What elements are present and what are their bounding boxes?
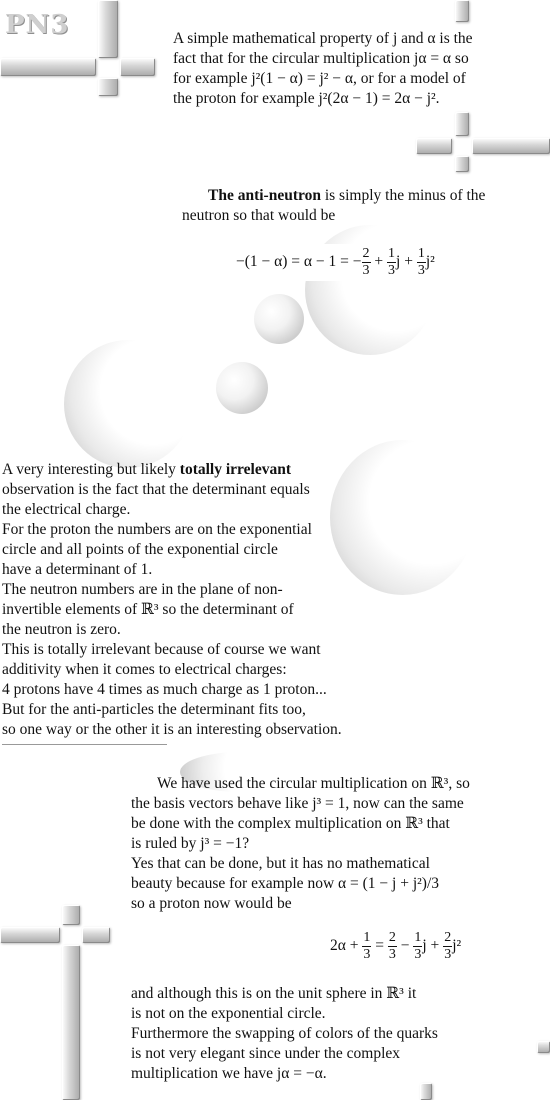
fraction: $\frac{1}{3}$ (414, 930, 422, 962)
fraction: $\frac{2}{3}$ (388, 930, 396, 962)
det-line: For the proton the numbers are on the exponential (2, 521, 312, 538)
complex-after-line: is not very elegant since under the complex (131, 1045, 401, 1062)
det-line: additivity when it comes to electrical charges: (2, 661, 287, 678)
eq-lhs: −(1 − α) = α − 1 = − (236, 253, 362, 271)
complex-line: beauty because for example now α = (1 − j + j²)/3 (131, 875, 439, 892)
eq-lhs: 2α + (330, 937, 363, 955)
intro-line: A simple mathematical property of j and α is the (173, 30, 473, 47)
complex-after-line: is not on the exponential circle. (131, 1005, 326, 1022)
antineutron-line2: neutron so that would be (182, 207, 336, 224)
determinant-paragraph (2, 460, 342, 740)
det-line1-pre: A very interesting but likely (2, 461, 180, 478)
antineutron-text: is simply the minus of the (320, 187, 486, 204)
complex-after-paragraph (131, 984, 438, 1084)
intro-line: fact that for the circular multiplication jα = α so (173, 50, 469, 67)
det-line: invertible elements of ℝ³ so the determinant of (2, 601, 294, 618)
antineutron-heading: The anti-neutron (208, 187, 321, 204)
intro-paragraph (173, 29, 473, 109)
det-line: the electrical charge. (2, 501, 131, 518)
proton-equation (330, 930, 461, 963)
complex-line: be done with the complex multiplication on ℝ³ that (131, 815, 450, 832)
eq-part: j + (396, 253, 417, 271)
det-line: But for the anti-particles the determinant fits too, (2, 701, 306, 718)
complex-paragraph (131, 774, 470, 914)
antineutron-equation (232, 244, 439, 281)
eq-part: j + (422, 937, 444, 955)
eq-part: j² (425, 253, 435, 271)
eq-part: = (371, 937, 388, 955)
eq-part: − (396, 937, 414, 955)
complex-after-line: Furthermore the swapping of colors of the quarks (131, 1025, 438, 1042)
complex-line: Yes that can be done, but it has no mathematical (131, 855, 430, 872)
eq-part: + (370, 253, 388, 271)
fraction: $\frac{2}{3}$ (444, 930, 452, 962)
complex-line: so a proton now would be (131, 895, 292, 912)
antineutron-paragraph (182, 186, 485, 226)
det-line: so one way or the other it is an interesting observation. (2, 721, 342, 738)
det-line: 4 protons have 4 times as much charge as 1 proton... (2, 681, 327, 698)
section-divider (2, 744, 167, 745)
complex-after-line: multiplication we have jα = −α. (131, 1065, 327, 1082)
fraction: $\frac{1}{3}$ (417, 246, 425, 278)
intro-line: the proton for example j²(2α − 1) = 2α − j². (173, 90, 440, 107)
fraction: $\frac{1}{3}$ (388, 246, 396, 278)
det-line: have a determinant of 1. (2, 561, 153, 578)
det-line: The neutron numbers are in the plane of non- (2, 581, 283, 598)
complex-line: is ruled by j³ = −1? (131, 835, 250, 852)
eq-part: j² (452, 937, 462, 955)
complex-line: We have used the circular multiplication on ℝ³, so (157, 775, 470, 792)
det-line: circle and all points of the exponential circle (2, 541, 278, 558)
intro-line: for example j²(1 − α) = j² − α, or for a model of (173, 70, 466, 87)
logo-text: PN3 (5, 10, 70, 40)
fraction: $\frac{2}{3}$ (362, 246, 370, 278)
det-line1-bold: totally irrelevant (179, 461, 291, 478)
det-line: the neutron is zero. (2, 621, 121, 638)
complex-line: the basis vectors behave like j³ = 1, now can the same (131, 795, 464, 812)
det-line: This is totally irrelevant because of course we want (2, 641, 321, 658)
complex-after-line: and although this is on the unit sphere in ℝ³ it (131, 985, 417, 1002)
det-line: observation is the fact that the determinant equals (2, 481, 310, 498)
fraction: $\frac{1}{3}$ (363, 930, 371, 962)
